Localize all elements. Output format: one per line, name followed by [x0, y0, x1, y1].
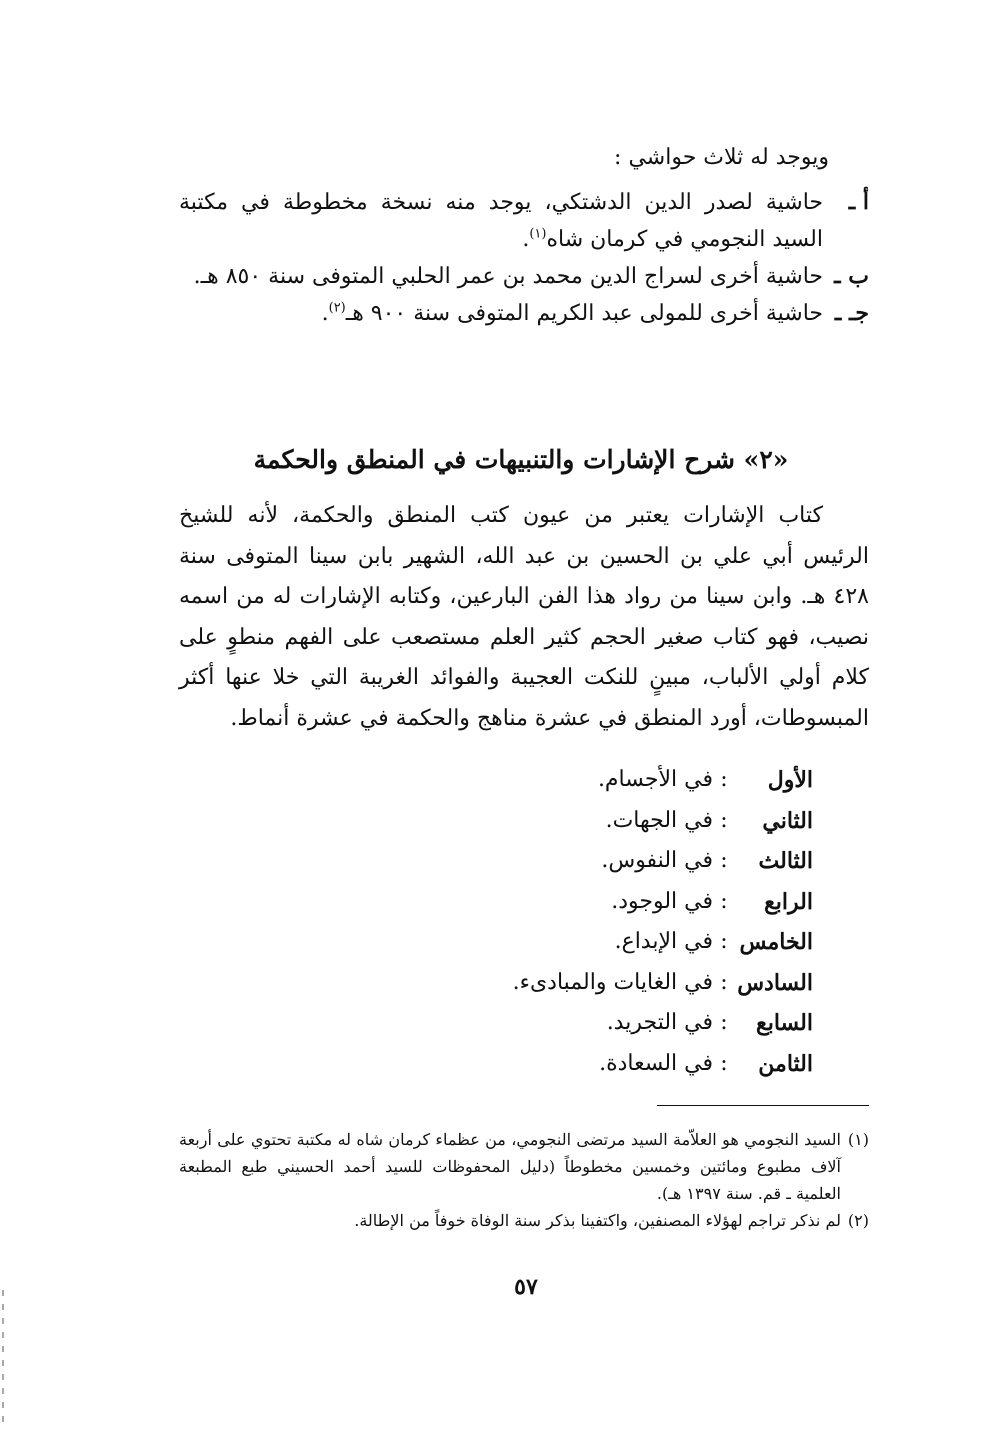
namat-separator: : [720, 929, 728, 954]
footnote-number: (٢) [847, 1211, 869, 1230]
footnote-text: لم نذكر تراجم لهؤلاء المصنفين، واكتفينا بذكر سنة الوفاة خوفاً من الإطالة. [354, 1211, 841, 1230]
list-item [413, 760, 813, 801]
hashiya-item-c [179, 295, 869, 332]
namat-topic: في الوجود. [611, 888, 713, 914]
section-heading: «٢» شرح الإشارات والتنبيهات في المنطق والحكمة [253, 445, 789, 474]
namat-separator: : [720, 848, 728, 873]
hashiya-text [179, 258, 823, 295]
footnote-text: السيد النجومي هو العلاّمة السيد مرتضى النجومي، من عظماء كرمان شاه له مكتبة تحتوي على أربعة آلاف مطبوع ومائتين وخمسين مخطوطاً (دليل المحفوظات للسيد أحمد الحسيني طبع المطبعة العلمية ـ قم. سنة ١٣٩٧ هـ). [179, 1130, 841, 1203]
namat-topic: في النفوس. [601, 848, 713, 873]
footnote-2 [179, 1207, 869, 1234]
namat-ordinal: الرابع [764, 888, 813, 915]
hashiya-list [179, 184, 869, 332]
namat-topic: في التجريد. [606, 1010, 713, 1035]
hashiya-text [179, 295, 823, 332]
page-number: ٥٧ [514, 1274, 538, 1300]
list-item [413, 963, 813, 1004]
list-item [413, 1003, 813, 1044]
list-item [413, 801, 813, 842]
namat-topic: في الإبداع. [614, 929, 713, 954]
hashiya-marker: أ ـ [848, 189, 869, 215]
hashiya-marker: جـ ـ [834, 300, 869, 326]
hashiya-text [179, 184, 823, 258]
namat-separator: : [720, 888, 728, 914]
namat-list [413, 760, 813, 1084]
hashiya-body: حاشية لصدر الدين الدشتكي، يوجد منه نسخة مخطوطة في مكتبة السيد النجومي في كرمان شاه [179, 190, 823, 252]
list-item [413, 882, 813, 923]
hashiya-body: حاشية أخرى لسراج الدين محمد بن عمر الحلبي المتوفى سنة ٨٥٠ هـ. [193, 264, 823, 289]
hashiya-body: حاشية أخرى للمولى عبد الكريم المتوفى سنة ٩٠٠ هـ [345, 301, 823, 326]
footnote-1 [179, 1126, 869, 1207]
footnote-ref[interactable]: (٢) [328, 300, 346, 316]
hashiya-item-a [179, 184, 869, 258]
body-paragraph: كتاب الإشارات يعتبر من عيون كتب المنطق والحكمة، لأنه للشيخ الرئيس أبي علي بن الحسين بن عبد الله، الشهير بابن سينا المتوفى سنة ٤٢٨ هـ. وابن سينا من رواد هذا الفن البارعين، وكتابه الإشارات له من اسمه نصيب، فهو كتاب صغير الحجم كثير العلم مستصعب على الفهم منطوٍ على كلام أولي الألباب، مبينٍ للنكت العجيبة والفوائد الغريبة التي خلا عنها أكثر المبسوطات، أورد المنطق في عشرة مناهج والحكمة في عشرة أنماط. [179, 503, 869, 731]
namat-ordinal: الثالث [758, 848, 813, 874]
namat-ordinal: الخامس [739, 929, 813, 955]
namat-separator: : [720, 1010, 728, 1035]
list-item [413, 1044, 813, 1085]
intro-line: ويوجد له ثلاث حواشي : [614, 145, 829, 170]
footnotes [179, 1126, 869, 1234]
namat-topic: في الجهات. [605, 807, 713, 833]
footnote-ref[interactable]: (١) [529, 226, 547, 242]
namat-ordinal: الثاني [762, 807, 813, 834]
namat-ordinal: السادس [737, 969, 813, 996]
namat-separator: : [720, 767, 728, 792]
footnote-number: (١) [847, 1130, 869, 1149]
namat-separator: : [720, 1050, 728, 1076]
scan-edge-mark [2, 1290, 4, 1430]
namat-ordinal: الثامن [758, 1050, 813, 1077]
hashiya-marker: ب ـ [834, 263, 869, 289]
namat-topic: في الأجسام. [597, 767, 713, 792]
list-item [413, 841, 813, 882]
list-item [413, 922, 813, 963]
namat-separator: : [720, 807, 728, 833]
namat-topic: في السعادة. [599, 1050, 713, 1076]
hashiya-tail: . [522, 227, 530, 252]
namat-separator: : [720, 969, 728, 995]
namat-ordinal: السابع [756, 1010, 813, 1036]
footnote-divider [657, 1105, 869, 1106]
hashiya-tail: . [321, 301, 329, 326]
hashiya-item-b [179, 258, 869, 295]
namat-ordinal: الأول [767, 767, 813, 793]
namat-topic: في الغايات والمبادىء. [512, 969, 713, 995]
